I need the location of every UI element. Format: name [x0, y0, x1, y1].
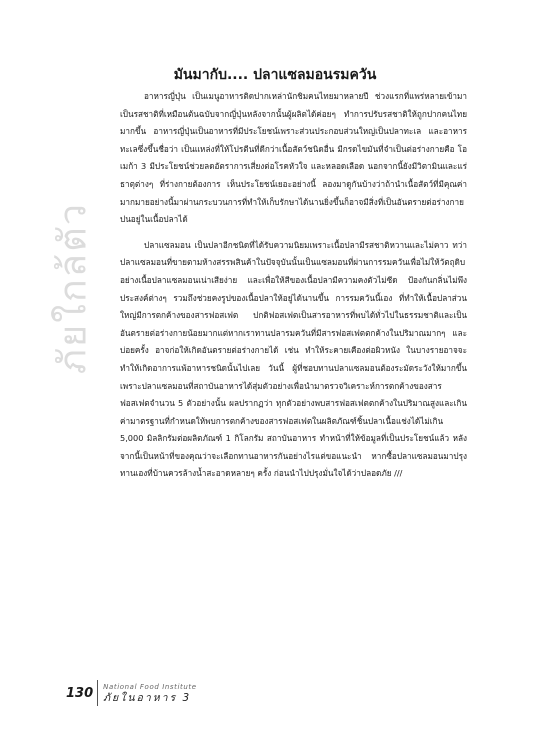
side-section-watermark: ภัยใกล้ตัว — [50, 201, 95, 375]
article-title: มันมากับ.... ปลาแซลมอนรมควัน — [173, 67, 377, 83]
footer-section-title: ภัยในอาหาร 3 — [103, 692, 192, 704]
page-number: 130 — [66, 685, 94, 701]
article-body — [120, 88, 467, 491]
footer-divider — [97, 680, 98, 706]
page-footer — [66, 680, 197, 706]
footer-text — [103, 682, 197, 704]
paragraph-salmon: ปลาแซลมอน เป็นปลาอีกชนิดที่ได้รับความนิยมเพราะเนื้อปลามีรสชาติหวานและไม่คาว ทว่าปลาแซลมอนที่ขายตามห้างสรรพสินค้าในปัจจุบันนั้นเป็นแซลมอนที่ผ่านการรมควันเพื่อไม่ให้วัตถุดิบอย่างเนื้อปลาแซลมอนเน่าเสียง่าย และเพื่อให้สีของเนื้อปลามีความคงตัวไม่ซีด ป้องกันกลิ่นไม่พึงประสงค์ต่างๆ รวมถึงช่วยคงรูปของเนื้อปลาให้อยู่ได้นานขึ้น การรมควันนี้เอง ที่ทำให้เนื้อปลาส่วนใหญ่มีการตกค้างของสารฟอสเฟต ปกติฟอสเฟตเป็นสารอาหารที่พบได้ทั่วไปในธรรมชาติและเป็นอันตรายต่อร่างกายน้อยมากแต่หากเราทานปลารมควันที่มีสารฟอสเฟตตกค้างในปริมาณมากๆ และบ่อยครั้ง อาจก่อให้เกิดอันตรายต่อร่างกายได้ เช่น ทำให้ระคายเคืองต่อผิวหนัง ในบางรายอาจจะทำให้เกิดอาการแพ้อาหารชนิดนั้นไปเลย วันนี้ ผู้ที่ชอบทานปลาแซลมอนต้องระมัดระวังให้มากขึ้นเพราะปลาแซลมอนที่สถาบันอาหารได้สุ่มตัวอย่างเพื่อนำมาตรวจวิเคราะห์การตกค้างของสารฟอสเฟตจำนวน 5 ตัวอย่างนั้น ผลปรากฏว่า ทุกตัวอย่างพบสารฟอสเฟตตกค้างในปริมาณสูงและเกินค่ามาตรฐานที่กำหนดให้พบการตกค้างของสารฟอสเฟตในผลิตภัณฑ์ชิ้นปลาเนื้อแช่งได้ไม่เกิน 5,000 มิลลิกรัมต่อผลิตภัณฑ์ 1 กิโลกรัม สถาบันอาหาร ทำหน้าที่ให้ข้อมูลที่เป็นประโยชน์แล้ว หลังจากนี้เป็นหน้าที่ของคุณว่าจะเลือกทานอาหารกันอย่างไรแต่ขอแนะนำ หากซื้อปลาแซลมอนมาปรุงทานเองที่บ้านควรล้างน้ำสะอาดหลายๆ ครั้ง ก่อนนำไปปรุงมั่นใจได้ว่าปลอดภัย /// — [120, 239, 467, 479]
paragraph-intro: อาหารญี่ปุ่น เป็นเมนูอาหารติดปากเหล่านักชิมคนไทยมาหลายปี ช่วงแรกที่แพร่หลายเข้ามาเป็นรสชาติที่เหมือนต้นฉบับจากญี่ปุ่นหลังจากนั้นผู้ผลิตได้ค่อยๆ ทำการปรับรสชาติให้ถูกปากคนไทยมากขึ้น อาหารญี่ปุ่นเป็นอาหารที่มีประโยชน์เพราะส่วนประกอบส่วนใหญ่เป็นปลาทะเล และอาหารทะเลซึ่งขึ้นชื่อว่า เป็นแหล่งที่ให้โปรตีนที่ดีกว่าเนื้อสัตว์ชนิดอื่น มีกรดไขมันที่จำเป็นต่อร่างกายคือ โอเมก้า 3 มีประโยชน์ช่วยลดอัตราการเสี่ยงต่อโรคหัวใจ และหลอดเลือด นอกจากนี้ยังมีวิตามินและแร่ธาตุต่างๆ ที่ร่างกายต้องการ เห็นประโยชน์เยอะอย่างนี้ ลองมาดูกันบ้างว่าถ้านำเนื้อสัตว์ที่มีคุณค่ามากมายอย่างนี้มาผ่านกระบวนการที่ทำให้เก็บรักษาได้นานยิ่งขึ้นก็อาจมีสิ่งที่เป็นอันตรายต่อร่างกายปนอยู่ในเนื้อปลาได้ — [120, 91, 467, 225]
footer-org-name: National Food Institute — [103, 683, 197, 691]
